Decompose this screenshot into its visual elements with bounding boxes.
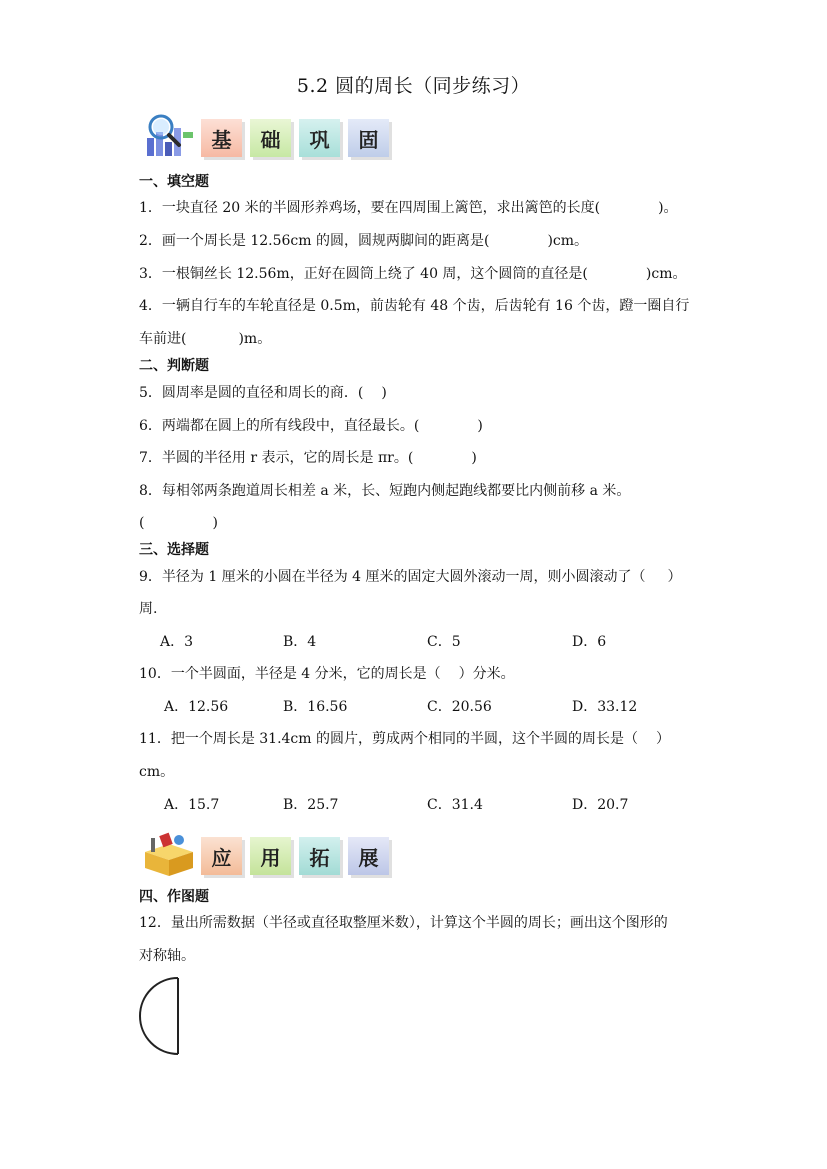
question-8-line-2: [139, 513, 218, 533]
question-text: 7．半圆的半径用 r 表示，它的周长是 πr。(: [139, 450, 414, 466]
option-c[interactable]: C．5: [427, 634, 461, 650]
question-text-tail: ): [212, 515, 218, 531]
question-text: 2．画一个周长是 12.56cm 的圆，圆规两脚间的距离是(: [139, 233, 490, 249]
question-text: 10．一个半圆面，半径是 4 分米，它的周长是（: [139, 666, 441, 682]
question-text-tail: ): [381, 385, 387, 401]
question-text-tail: )cm。: [645, 266, 687, 282]
option-a[interactable]: A．3: [160, 634, 194, 650]
option-c[interactable]: C．31.4: [427, 797, 483, 813]
question-text: 9．半径为 1 厘米的小圆在半径为 4 厘米的固定大圆外滚动一周，则小圆滚动了（: [139, 569, 646, 585]
question-1: [139, 198, 678, 218]
section-heading-true-false: 二、判断题: [139, 358, 209, 374]
banner-tile: 用: [250, 837, 291, 875]
question-text-tail: ): [471, 450, 477, 466]
question-6: [139, 416, 483, 436]
question-12-line-1: 12．量出所需数据（半径或直径取整厘米数），计算这个半圆的周长；画出这个图形的: [139, 915, 668, 931]
banner-tile: 展: [348, 837, 389, 875]
banner-tile: 基: [201, 119, 242, 157]
banner-tile: 固: [348, 119, 389, 157]
banner-application-tiles: [201, 837, 389, 875]
question-text-tail: )cm。: [547, 233, 589, 249]
question-text: 11．把一个周长是 31.4cm 的圆片，剪成两个相同的半圆，这个半圆的周长是（: [139, 731, 639, 747]
question-2: [139, 231, 588, 251]
toolbox-icon: [139, 830, 197, 878]
question-12-line-2: 对称轴。: [139, 948, 195, 964]
question-5: [139, 383, 387, 403]
question-text: 3．一根铜丝长 12.56m，正好在圆筒上绕了 40 周，这个圆筒的直径是(: [139, 266, 588, 282]
question-9-line-1: [139, 567, 682, 587]
banner-tile: 础: [250, 119, 291, 157]
banner-tile: 应: [201, 837, 242, 875]
question-text-tail: )。: [658, 200, 678, 216]
option-d[interactable]: D．33.12: [572, 699, 638, 715]
page-title: 5.2 圆的周长（同步练习）: [296, 75, 531, 97]
banner-tile: 拓: [299, 837, 340, 875]
option-b[interactable]: B．16.56: [283, 699, 348, 715]
question-8-line-1: 8．每相邻两条跑道周长相差 a 米，长、短跑内侧起跑线都要比内侧前移 a 米。: [139, 483, 631, 499]
semicircle-figure: [136, 976, 184, 1060]
question-text-tail: ): [477, 418, 483, 434]
option-b[interactable]: B．4: [283, 634, 317, 650]
option-c[interactable]: C．20.56: [427, 699, 492, 715]
option-d[interactable]: D．20.7: [572, 797, 629, 813]
question-text-tail: ）: [667, 569, 682, 585]
section-heading-drawing: 四、作图题: [139, 889, 209, 905]
section-heading-fill-in: 一、填空题: [139, 174, 209, 190]
option-b[interactable]: B．25.7: [283, 797, 339, 813]
option-d[interactable]: D．6: [572, 634, 607, 650]
banner-basics-tiles: [201, 119, 389, 157]
question-10: [139, 664, 515, 684]
question-text: 5．圆周率是圆的直径和周长的商．(: [139, 385, 364, 401]
banner-tile: 巩: [299, 119, 340, 157]
question-7: [139, 448, 477, 468]
magnifier-chart-icon: [139, 112, 197, 160]
question-text: (: [139, 515, 145, 531]
question-9-line-2: 周.: [139, 601, 158, 617]
question-11-line-1: [139, 729, 670, 749]
question-11-line-2: cm。: [139, 764, 175, 780]
question-4-line-2: [139, 329, 271, 349]
question-3: [139, 264, 686, 284]
question-text-tail: ）分米。: [458, 666, 515, 682]
question-text-tail: ）: [656, 731, 671, 747]
question-text: 1．一块直径 20 米的半圆形养鸡场，要在四周围上篱笆，求出篱笆的长度(: [139, 200, 601, 216]
question-text: 6．两端都在圆上的所有线段中，直径最长。(: [139, 418, 420, 434]
option-a[interactable]: A．15.7: [164, 797, 220, 813]
question-text: 车前进(: [139, 331, 187, 347]
section-heading-multiple-choice: 三、选择题: [139, 542, 209, 558]
option-a[interactable]: A．12.56: [164, 699, 229, 715]
question-4-line-1: 4．一辆自行车的车轮直径是 0.5m，前齿轮有 48 个齿，后齿轮有 16 个齿，蹬一圈自行: [139, 298, 690, 314]
question-text-tail: )m。: [238, 331, 272, 347]
